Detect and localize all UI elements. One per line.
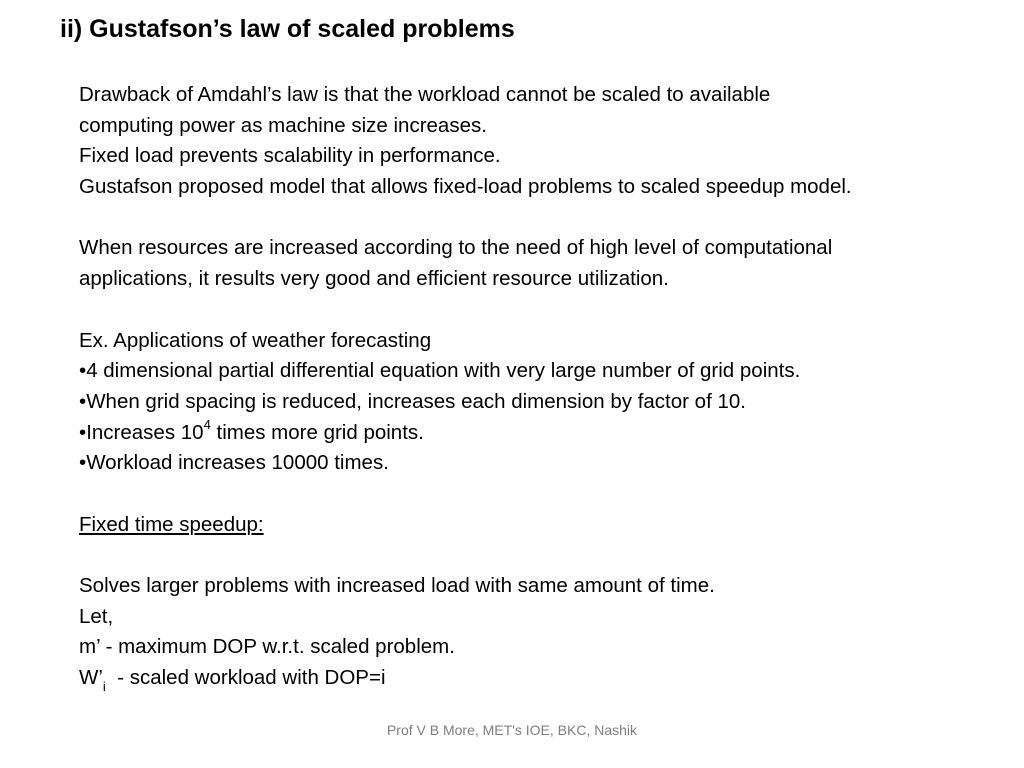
bullet-item <box>79 387 979 418</box>
subscript: i <box>102 679 106 695</box>
spacer <box>79 295 979 326</box>
spacer <box>79 203 979 234</box>
bullet-text: When grid spacing is reduced, increases each dimension by factor of 10. <box>86 389 746 413</box>
para2-line1: When resources are increased according to the need of high level of computational <box>79 236 833 260</box>
bullet-item <box>79 448 979 479</box>
speedup-line4 <box>79 663 979 694</box>
footer-credit: Prof V B More, MET's IOE, BKC, Nashik <box>386 722 638 738</box>
bullet-text: 4 dimensional partial differential equation with very large number of grid points. <box>86 359 801 383</box>
para1-line2: computing power as machine size increases. <box>79 113 487 137</box>
bullet-item <box>79 418 979 449</box>
bullet-text: Workload increases 10000 times. <box>86 451 389 475</box>
speedup-heading: Fixed time speedup: <box>79 512 264 536</box>
para1-line4: Gustafson proposed model that allows fixed-load problems to scaled speedup model. <box>79 175 852 199</box>
bullet-item <box>79 356 979 387</box>
example-heading: Ex. Applications of weather forecasting <box>79 328 432 352</box>
bullet-text-pre: Increases 10 <box>86 420 204 444</box>
bullet-icon: • <box>79 420 87 444</box>
para2-line2: applications, it results very good and efficient resource utilization. <box>79 267 669 291</box>
para1-line1: Drawback of Amdahl’s law is that the workload cannot be scaled to available <box>79 83 771 106</box>
workload-symbol: W’ <box>79 666 103 690</box>
speedup-line1: Solves larger problems with increased load with same amount of time. <box>79 574 715 597</box>
spacer <box>79 479 979 510</box>
bullet-icon: • <box>79 359 87 383</box>
slide-body <box>79 80 979 694</box>
speedup-line3: m’ - maximum DOP w.r.t. scaled problem. <box>79 635 455 659</box>
bullet-text-post: times more grid points. <box>210 420 424 444</box>
exponent: 4 <box>203 416 211 432</box>
spacer <box>79 540 979 571</box>
bullet-icon: • <box>79 389 87 413</box>
workload-definition: - scaled workload with DOP=i <box>105 666 386 690</box>
bullet-icon: • <box>79 451 87 475</box>
para1-line3: Fixed load prevents scalability in performance. <box>79 144 501 168</box>
slide-title: ii) Gustafson’s law of scaled problems <box>60 15 515 43</box>
speedup-line2: Let, <box>79 604 114 628</box>
